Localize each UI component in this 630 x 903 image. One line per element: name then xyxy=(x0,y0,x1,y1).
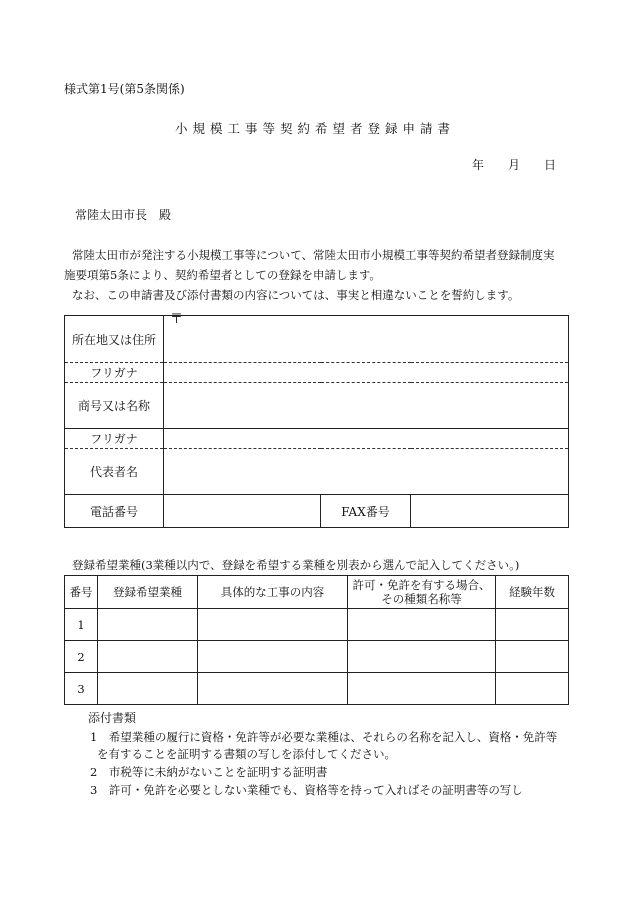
business-name-row xyxy=(65,383,569,429)
license-cell[interactable] xyxy=(348,673,496,705)
business-name-field[interactable] xyxy=(164,383,569,429)
details-cell[interactable] xyxy=(198,609,348,641)
license-header-line2: その種類名称等 xyxy=(381,592,462,606)
category-cell[interactable] xyxy=(98,641,198,673)
furigana-label-2: フリガナ xyxy=(65,429,164,449)
business-category-table xyxy=(64,575,569,705)
attachment-item-1-line2: を有することを証明する書類の写しを添付してください。 xyxy=(97,747,396,761)
attachment-item-2: 2 市税等に未納がないことを証明する証明書 xyxy=(90,765,328,779)
application-statement-line2: 施要項第5条により、契約希望者としての登録を申請します。 xyxy=(64,268,381,282)
form-number: 様式第1号(第5条関係) xyxy=(64,82,185,96)
experience-cell[interactable] xyxy=(496,641,569,673)
address-label: 所在地又は住所 xyxy=(65,316,164,363)
license-cell[interactable] xyxy=(348,609,496,641)
table-row xyxy=(65,641,569,673)
experience-cell[interactable] xyxy=(496,609,569,641)
details-header: 具体的な工事の内容 xyxy=(198,576,348,609)
details-cell[interactable] xyxy=(198,673,348,705)
document-title: 小規模工事等契約希望者登録申請書 xyxy=(174,121,455,136)
license-cell[interactable] xyxy=(348,641,496,673)
address-row xyxy=(65,316,569,363)
category-cell[interactable] xyxy=(98,673,198,705)
representative-label: 代表者名 xyxy=(65,449,164,495)
furigana-label-1: フリガナ xyxy=(65,363,164,383)
table-header-row xyxy=(65,576,569,609)
addressee: 常陸太田市長 殿 xyxy=(75,208,172,222)
contact-row xyxy=(65,495,569,528)
experience-cell[interactable] xyxy=(496,673,569,705)
business-name-label: 商号又は名称 xyxy=(65,383,164,429)
phone-label: 電話番号 xyxy=(65,495,164,528)
date-day-label: 日 xyxy=(544,158,557,172)
phone-field[interactable] xyxy=(164,495,321,528)
attachment-item-3: 3 許可・免許を必要としない業種でも、資格等を持って入ればその証明書等の写し xyxy=(90,783,523,797)
license-header xyxy=(348,576,496,609)
table-row xyxy=(65,673,569,705)
date-month-label: 月 xyxy=(508,158,521,172)
representative-field[interactable] xyxy=(164,449,569,495)
number-header: 番号 xyxy=(65,576,98,609)
experience-header: 経験年数 xyxy=(496,576,569,609)
postal-mark: 〒 xyxy=(170,312,184,327)
attachments-title: 添付書類 xyxy=(88,711,137,725)
address-field[interactable] xyxy=(164,312,569,363)
details-cell[interactable] xyxy=(198,641,348,673)
license-header-line1: 許可・免許を有する場合、 xyxy=(352,578,491,592)
fax-label: FAX番号 xyxy=(321,495,411,528)
furigana-field-2[interactable] xyxy=(164,429,569,449)
business-category-note: 登録希望業種(3業種以内で、登録を希望する業種を別表から選んで記入してください。) xyxy=(72,558,520,572)
row-number: 3 xyxy=(65,673,98,705)
table-row xyxy=(65,609,569,641)
applicant-info-table xyxy=(64,312,569,528)
category-header: 登録希望業種 xyxy=(98,576,198,609)
furigana-row-1 xyxy=(65,363,569,383)
row-number: 2 xyxy=(65,641,98,673)
representative-row xyxy=(65,449,569,495)
fax-field[interactable] xyxy=(411,495,569,528)
date-year-label: 年 xyxy=(472,158,485,172)
application-statement-line1: 常陸太田市が発注する小規模工事等について、常陸太田市小規模工事等契約希望者登録制度実 xyxy=(72,248,555,262)
attachment-item-1-line1: 1 希望業種の履行に資格・免許等が必要な業種は、それらの名称を記入し、資格・免許等 xyxy=(90,730,558,744)
furigana-field-1[interactable] xyxy=(164,363,569,383)
category-cell[interactable] xyxy=(98,609,198,641)
oath-statement: なお、この申請書及び添付書類の内容については、事実と相違ないことを誓約します。 xyxy=(72,288,520,302)
row-number: 1 xyxy=(65,609,98,641)
furigana-row-2 xyxy=(65,429,569,449)
